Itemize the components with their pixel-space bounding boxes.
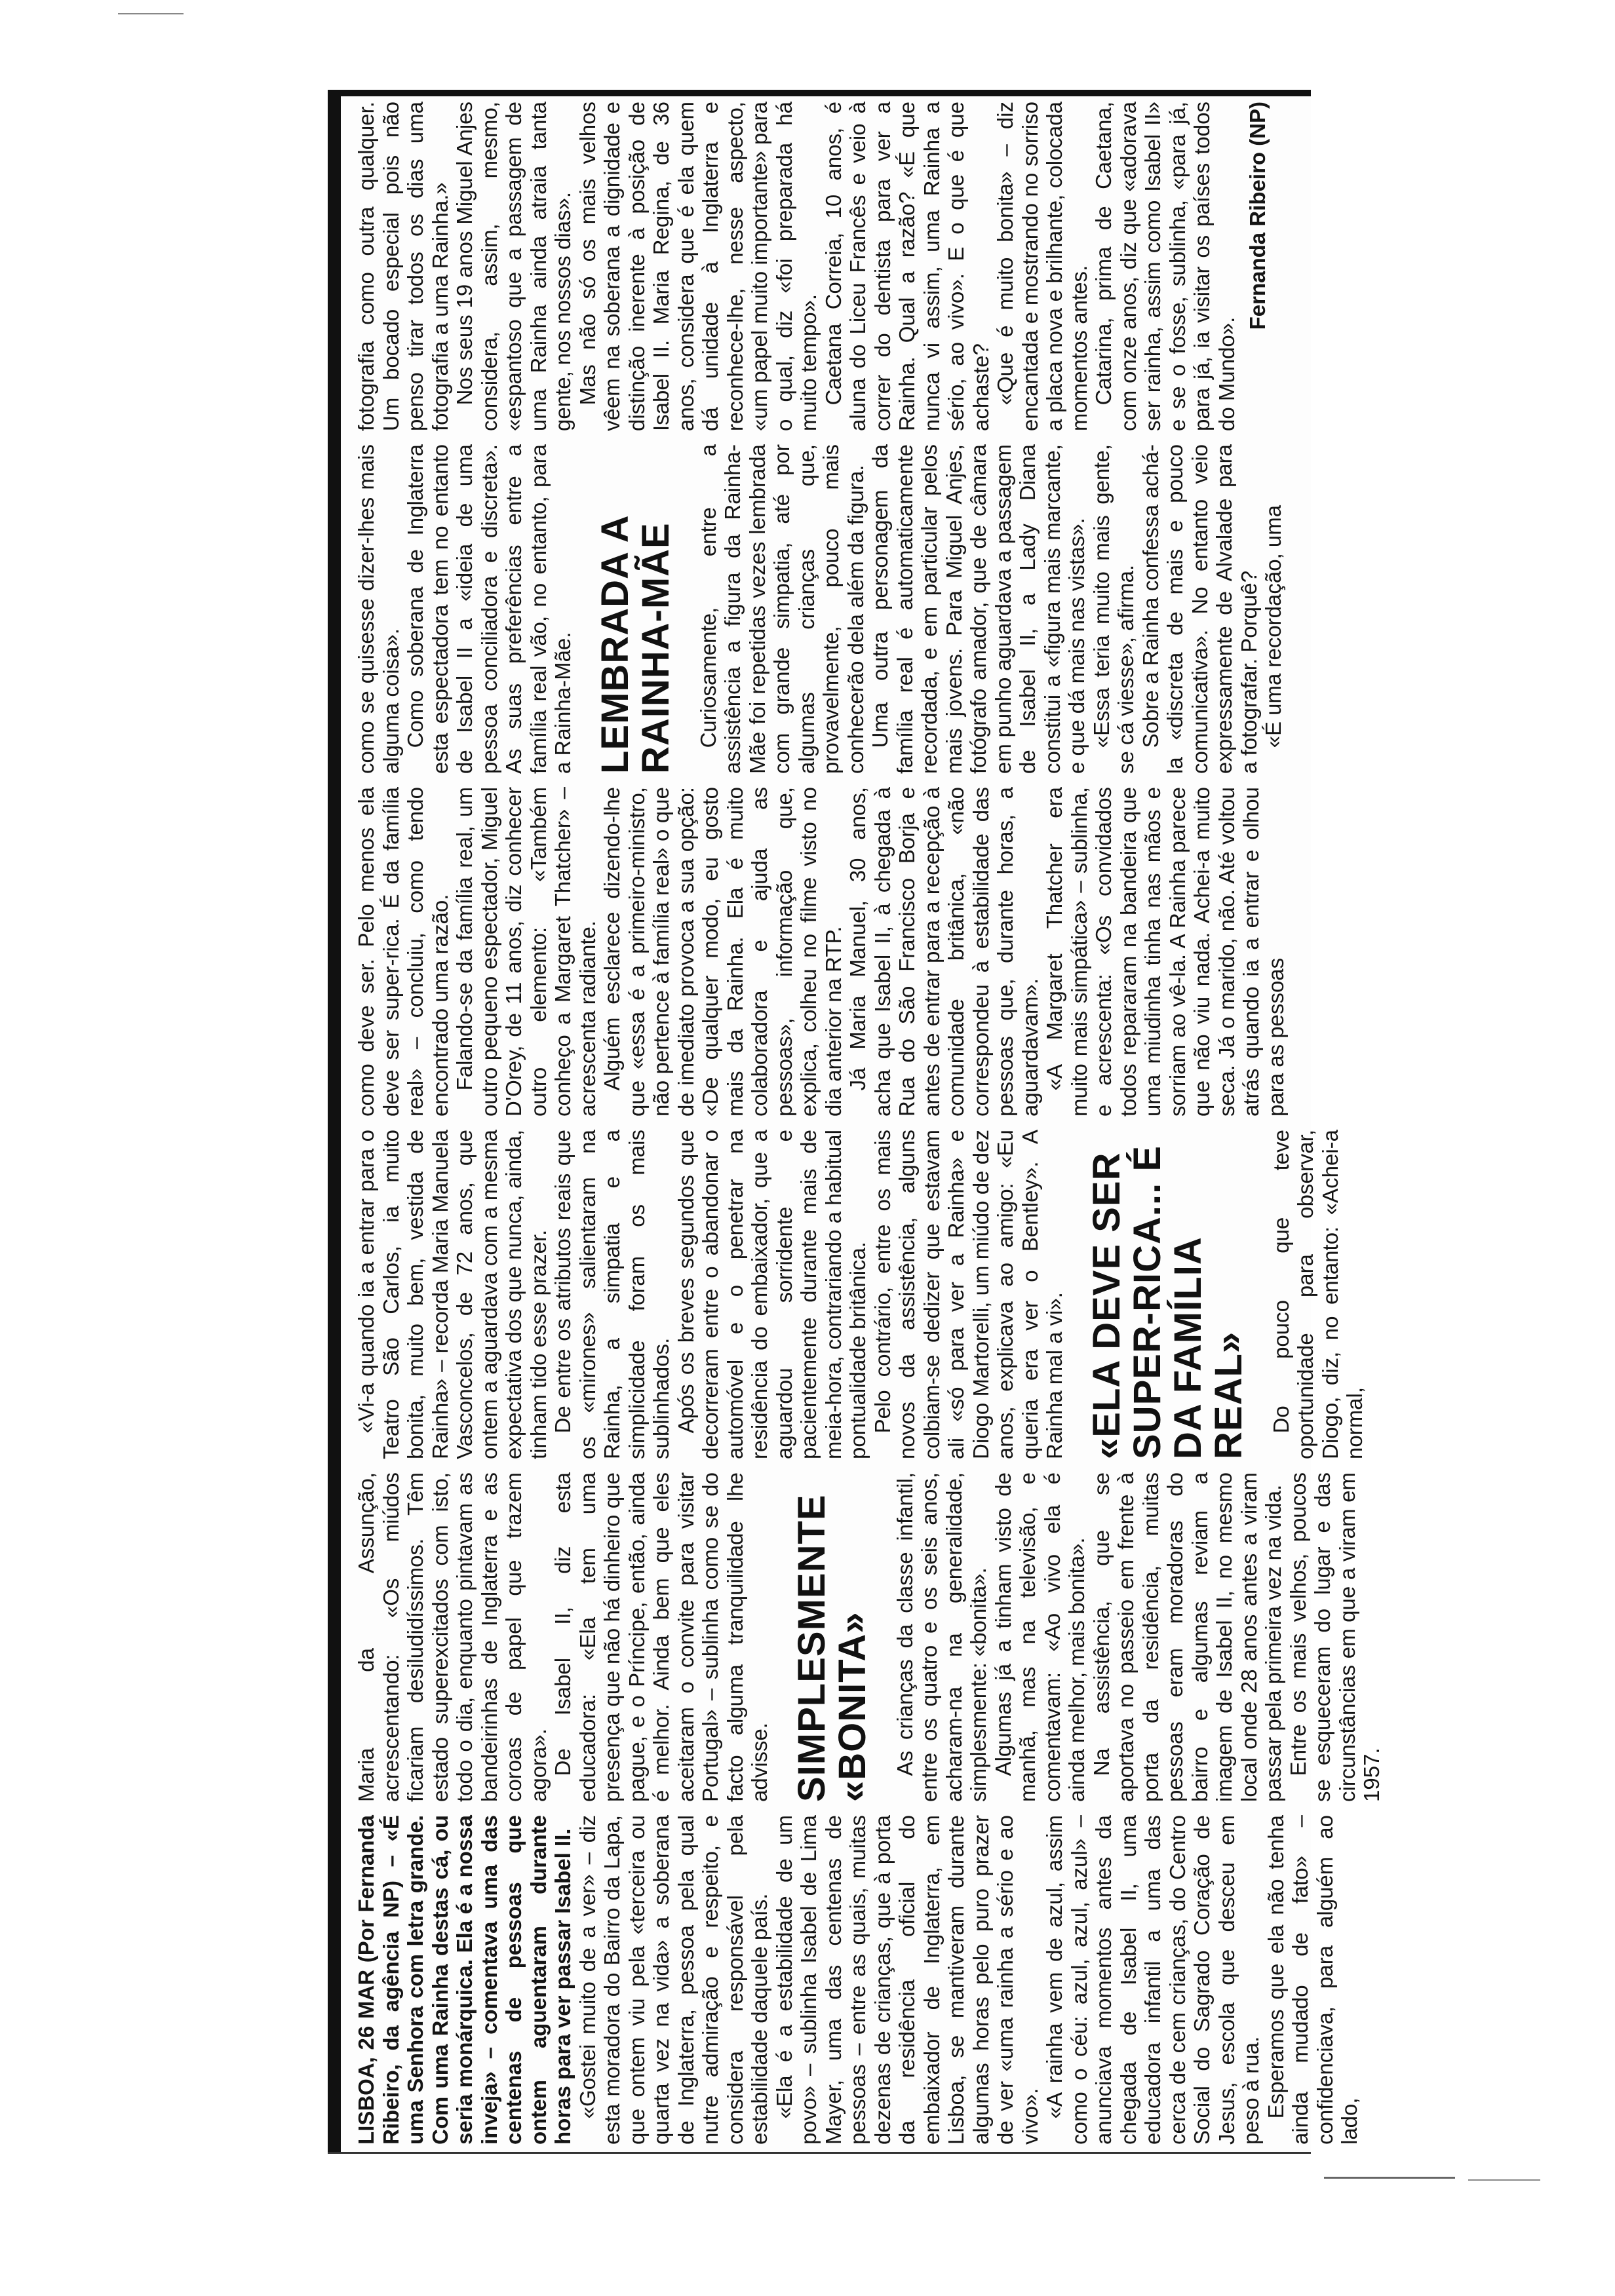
article-column-2 — [354, 1472, 1384, 1802]
paragraph: «A Margaret Thatcher era muito mais simpática» – sublinha, e acrescenta: «Os convidados todos repararam na bandeira que uma miudinha tinha nas mãos e sorriam ao vê-la. A Rainha parece que não viu nada. Achei-a muito seca. Já o marido, não. Até voltou atrás quando ia a entrar e olhou para as pessoas — [1042, 787, 1288, 1117]
paragraph: «Gostei muito de a ver» – diz esta moradora do Bairro da Lapa, que ontem viu pela «terceira ou quarta vez na vida» a soberana de Inglaterra, pessoa pela qual nutre admiração e respeito, e considera responsável pela estabilidade daquele país. — [575, 1815, 771, 2145]
paragraph: «Que é muito bonita» – diz encantada e mostrando no sorriso a placa nova e brilhante, colocada momentos antes. — [993, 102, 1091, 431]
scan-mark-bottom-right — [1468, 2179, 1540, 2181]
paragraph: Pelo contrário, entre os mais novos da assistência, alguns colbiam-se dedizer que estavam ali «só para ver a Rainha» e Diogo Martorelli, um miúdo de dez anos, explicava ao amigo: «Eu queria era ver o Bentley». A Rainha mal a vi». — [870, 1130, 1066, 1459]
section-heading: LEMBRADA A RAINHA-MÃE — [593, 516, 677, 774]
paragraph: «É uma recordação, uma — [1261, 505, 1285, 748]
clipping-rotated — [328, 90, 1384, 2154]
scan-mark-top — [118, 13, 184, 14]
paragraph: De Isabel II, diz esta educadora: «Ela tem uma presença que não há dinheiro que pague, e o Príncipe, então, ainda é melhor. Ainda bem que eles aceitaram o convite para visitar Portugal» – sublinha como se do facto alguma tranquilidade lhe advisse. — [551, 1472, 771, 1802]
article-columns — [354, 102, 1384, 2145]
border-bar-left — [328, 2152, 1311, 2154]
paragraph: Algumas já a tinham visto de manhã, mas na televisão, e comentavam: «Ao vivo ela é ainda melhor, mais bonita». — [990, 1472, 1089, 1802]
scan-mark-bottom — [1324, 2177, 1455, 2179]
paragraph: Uma outra personagem da família real é automaticamente recordada, e em particular pelos mais jovens. Para Miguel Anjes, fotógrafo amador, que de câmara em punho aguardava a passagem de Isabel II, a Lady Diana constitui a «figura mais marcante, e que dá mais nas vistas». — [868, 444, 1089, 774]
paragraph: As crianças da classe infantil, entre os quatro e os seis anos, acharam-na na generalidade, simplesmente: «bonita». — [892, 1472, 990, 1802]
section-heading: «ELA DEVE SER SUPER-RICA... É DA FAMÍLIA REAL» — [1085, 1145, 1250, 1459]
paragraph: como se quisesse dizer-lhes mais alguma coisa». — [354, 444, 403, 774]
article-column-3 — [354, 1130, 1367, 1459]
article-column-1 — [354, 1815, 1361, 2145]
paragraph: Mas não só os mais velhos vêem na soberana a dignidade e distinção inerente à posição de Isabel II. Maria Regina, de 36 anos, considera que é ela quem dá unidade à Inglaterra e reconhece-lhe, nesse aspecto, «um papel muito importante» para o qual, diz «foi preparada há muito tempo». — [575, 102, 821, 431]
paragraph: Sobre a Rainha confessa achá-la «discreta de mais e pouco comunicativa». No entanto veio expressamente de Alvalade para a fotografar. Porquê? — [1138, 444, 1261, 774]
paragraph: Entre os mais velhos, poucos se esqueceram do lugar e das circunstâncias em que a viram em 1957. — [1285, 1472, 1384, 1802]
article-column-4 — [354, 787, 1296, 1117]
paragraph: «Vi-a quando ia a entrar para o Teatro São Carlos, ia muito bonita, muito bem, vestida de Rainha» – recorda Maria Manuela Vasconcelos, de 72 anos, que ontem a aguardava com a mesma expectativa dos que nunca, ainda, tinham tido esse prazer. — [354, 1130, 551, 1459]
paragraph: Catarina, prima de Caetana, com onze anos, diz que «adorava ser rainha, assim como Isabel II» e se o fosse, sublinha, «para já, para já, ia visitar os países todos do Mundo». — [1091, 102, 1239, 431]
paragraph: Já Maria Manuel, 30 anos, acha que Isabel II, à chegada à Rua do São Francisco Borja e antes de entrar para a recepção à comunidade britânica, «não correspondeu à estabilidade das pessoas que, durante horas, a aguardavam». — [846, 787, 1042, 1117]
paragraph: De entre os atributos reais que os «mirones» salientaram na Rainha, a simpatia e a simplicidade foram os mais sublinhados. — [551, 1130, 673, 1459]
paragraph: Após os breves segundos que decorreram entre o abandonar o automóvel e o penetrar na residência do embaixador, que a aguardou sorridente e pacientemente durante mais de meia-hora, contrariando a habitual pontualidade britânica. — [673, 1130, 870, 1459]
paragraph: «A rainha vem de azul, assim como o céu: azul, azul, azul» – anunciava momentos antes da chegada de Isabel II, uma educadora infantil a uma das cerca de cem crianças, do Centro Social do Sagrado Coração de Jesus, escola que desceu em peso à rua. — [1042, 1815, 1263, 2145]
paragraph: Caetana Correia, 10 anos, é aluna do Liceu Francês e veio à correr do dentista para ver a Rainha. Qual a razão? «É que nunca vi assim, uma Rainha a sério, ao vivo». E o que é que achaste? — [821, 102, 993, 431]
article-column-6 — [354, 102, 1296, 431]
article-column-5 — [354, 444, 1296, 774]
paragraph: «Ela é a estabilidade de um povo» – sublinha Isabel de Lima Mayer, uma das centenas de pessoas – entre as quais, muitas dezenas de crianças, que à porta da residência oficial do embaixador de Inglaterra, em Lisboa, se mantiveram durante algumas horas pelo puro prazer de ver «uma rainha a sério e ao vivo». — [771, 1815, 1042, 2145]
paragraph: Como soberana de Inglaterra esta espectadora tem no entanto de Isabel II a «ideia de uma pessoa conciliadora e discreta». As suas preferências entre a família real vão, no entanto, para a Rainha-Mãe. — [403, 444, 575, 774]
section-heading: SIMPLESMENTE «BONITA» — [790, 1494, 874, 1802]
border-bar-right — [328, 90, 1311, 96]
paragraph: Curiosamente, entre a assistência a figura da Rainha-Mãe foi repetidas vezes lembrada com grande simpatia, até por algumas crianças que, provavelmente, pouco mais conhecerão dela além da figura. — [695, 444, 868, 774]
paragraph: Nos seus 19 anos Miguel Anjes considera, assim, mesmo, «espantoso que a passagem de uma Rainha ainda atraia tanta gente, nos nossos dias». — [452, 102, 575, 431]
paragraph: fotografia como outra qualquer. Um bocado especial pois não penso tirar todos os dias uma fotografia a uma Rainha.» — [354, 102, 452, 431]
paragraph: Na assistência, que se aportava no passeio em frente à porta da residência, muitas pessoas eram moradoras do bairro e algumas reviam a imagem de Isabel II, no mesmo local onde 28 anos antes a viram passar pela primeira vez na vida. — [1089, 1472, 1285, 1802]
paragraph: «Essa teria muito mais gente, se cá viesse», afirma. — [1089, 444, 1138, 774]
paragraph: Esperamos que ela não tenha ainda mudado de fato» – confidenciava, para alguém ao lado, — [1263, 1815, 1361, 2145]
paragraph: Alguém esclarece dizendo-lhe que «essa é a primeiro-ministro, não pertence à família real» o que de imediato provoca a sua opção: «De qualquer modo, eu gosto mais da Rainha. Ela é muito colaboradora e ajuda as pessoas», informação que, explica, colheu no filme visto no dia anterior na RTP. — [600, 787, 846, 1117]
paragraph: Maria da Assunção, acrescentando: «Os miúdos ficariam desiludidíssimos. Têm estado superexcitados com isto, todo o dia, enquanto pintavam as bandeirinhas de Inglaterra e as coroas de papel que trazem agora». — [354, 1472, 551, 1802]
paragraph: LISBOA, 26 MAR (Por Fernanda Ribeiro, da agência NP) – «É uma Senhora com letra grande. Com uma Rainha destas cá, ou seria monárquica. Ela é a nossa inveja» – comentava uma das centenas de pessoas que ontem aguentaram durante horas para ver passar Isabel II. — [354, 1815, 575, 2145]
paragraph: como deve ser. Pelo menos ela deve ser super-rica. É da família real» – concluiu, como tendo encontrado uma razão. — [354, 787, 452, 1117]
paragraph: Falando-se da família real, um outro pequeno espectador, Miguel D'Orey, de 11 anos, diz conhecer outro elemento: «Também conheço a Margaret Thatcher» – acrescenta radiante. — [452, 787, 600, 1117]
border-bar-top — [328, 90, 341, 2154]
author-signature: Fernanda Ribeiro (NP) — [1245, 102, 1270, 330]
newspaper-clipping — [328, 86, 1384, 2157]
paragraph: Do pouco que teve oportunidade para observar, Diogo, diz, no entanto: «Achei-a normal, — [1268, 1130, 1367, 1459]
